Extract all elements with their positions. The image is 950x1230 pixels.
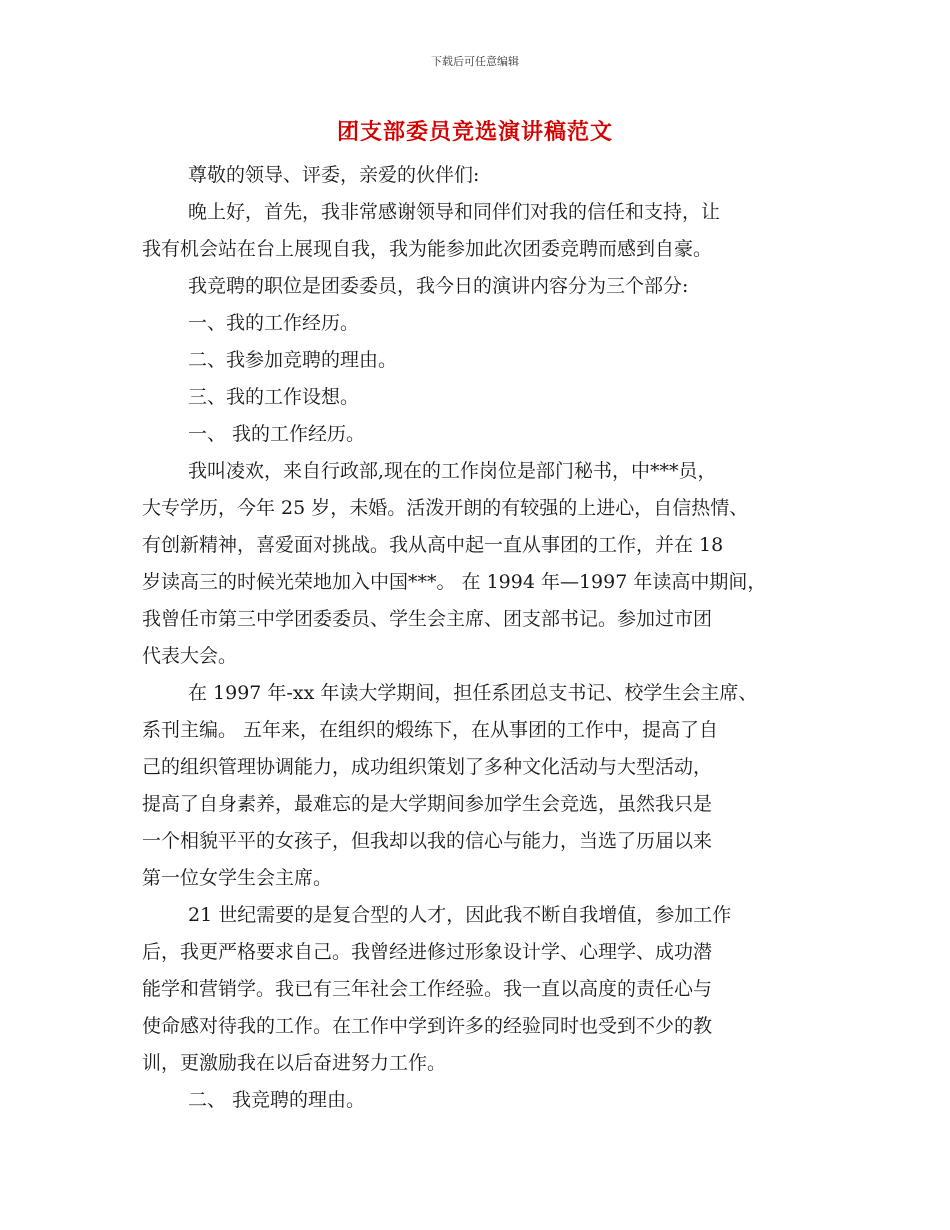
text-line: 我有机会站在台上展现自我，我为能参加此次团委竞聘而感到自豪。 [142, 238, 713, 260]
text-line: 系刊主编。 五年来，在组织的煅练下，在从事团的工作中，提高了自 [142, 719, 719, 741]
text-line: 代表大会。 [142, 645, 238, 667]
text-line: 使命感对待我的工作。在工作中学到许多的经验同时也受到不少的教 [142, 1015, 713, 1037]
text-line: 一、 我的工作经历。 [188, 423, 366, 445]
text-line: 尊敬的领导、评委，亲爱的伙伴们: [188, 164, 480, 186]
document-body [142, 157, 832, 1119]
text-line: 二、 我竞聘的理由。 [188, 1089, 366, 1111]
document-title: 团支部委员竞选演讲稿范文 [336, 120, 613, 145]
text-line: 训，更激励我在以后奋进努力工作。 [142, 1052, 447, 1074]
text-line: 我曾任市第三中学团委委员、学生会主席、团支部书记。参加过市团 [142, 608, 713, 630]
text-line: 一、我的工作经历。 [188, 312, 360, 334]
text-line: 岁读高三的时候光荣地加入中国***。 在 1994 年—1997 年读高中期间， [142, 571, 767, 593]
text-line: 有创新精神，喜爱面对挑战。我从高中起一直从事团的工作，并在 18 [142, 534, 724, 556]
text-line: 后，我更严格要求自己。我曾经进修过形象设计学、心理学、成功潜 [142, 941, 713, 963]
header-note: 下载后可任意编辑 [431, 55, 519, 68]
text-line: 在 1997 年-xx 年读大学期间，担任系团总支书记、校学生会主席、 [188, 682, 758, 704]
text-line: 大专学历，今年 25 岁，未婚。活泼开朗的有较强的上进心，自信热情、 [142, 497, 749, 519]
text-line: 二、我参加竞聘的理由。 [188, 349, 398, 371]
text-line: 己的组织管理协调能力，成功组织策划了多种文化活动与大型活动， [142, 756, 713, 778]
text-line: 提高了自身素养，最难忘的是大学期间参加学生会竞选，虽然我只是 [142, 793, 713, 815]
text-line: 一个相貌平平的女孩子，但我却以我的信心与能力，当选了历届以来 [142, 830, 713, 852]
text-line: 21 世纪需要的是复合型的人才，因此我不断自我增值，参加工作 [188, 904, 732, 926]
text-line: 三、我的工作设想。 [188, 386, 360, 408]
text-line: 晚上好，首先，我非常感谢领导和同伴们对我的信任和支持，让 [188, 201, 721, 223]
text-line: 我叫凌欢，来自行政部,现在的工作岗位是部门秘书，中***员， [188, 460, 717, 482]
text-line: 能学和营销学。我已有三年社会工作经验。我一直以高度的责任心与 [142, 978, 713, 1000]
text-line: 第一位女学生会主席。 [142, 867, 333, 889]
text-line: 我竞聘的职位是团委委员，我今日的演讲内容分为三个部分: [188, 275, 689, 297]
